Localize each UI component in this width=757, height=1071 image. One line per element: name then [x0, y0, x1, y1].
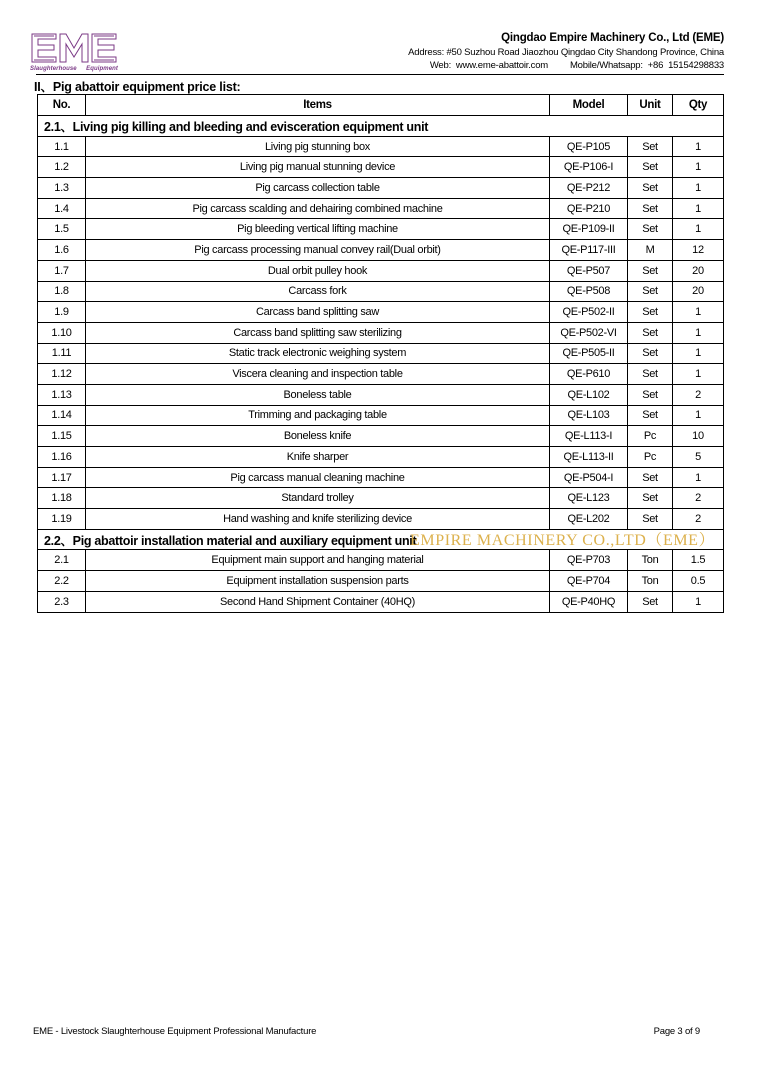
cell-no: 1.7 — [38, 260, 86, 281]
table-row — [38, 157, 724, 178]
cell-model: QE-P502-VI — [550, 322, 628, 343]
cell-model: QE-L113-II — [550, 447, 628, 468]
cell-no: 1.2 — [38, 157, 86, 178]
cell-item: Dual orbit pulley hook — [86, 260, 550, 281]
cell-item: Boneless knife — [86, 426, 550, 447]
cell-no: 1.8 — [38, 281, 86, 302]
cell-unit: Pc — [628, 426, 673, 447]
cell-qty: 2 — [673, 384, 724, 405]
company-contact — [430, 60, 724, 71]
table-row — [38, 591, 724, 612]
cell-qty: 1 — [673, 198, 724, 219]
cell-unit: Set — [628, 509, 673, 530]
cell-model: QE-L202 — [550, 509, 628, 530]
cell-model: QE-L103 — [550, 405, 628, 426]
company-mobile: Mobile/Whatsapp: +86 15154298833 — [569, 60, 724, 71]
cell-unit: Set — [628, 281, 673, 302]
table-row — [38, 550, 724, 571]
cell-unit: Set — [628, 219, 673, 240]
cell-item: Hand washing and knife sterilizing device — [86, 509, 550, 530]
table-row — [38, 260, 724, 281]
cell-item: Second Hand Shipment Container (40HQ) — [86, 591, 550, 612]
column-header-model: Model — [550, 95, 628, 116]
cell-no: 1.1 — [38, 136, 86, 157]
company-logo — [30, 30, 118, 76]
cell-qty: 1 — [673, 405, 724, 426]
cell-item: Carcass band splitting saw — [86, 302, 550, 323]
column-header-items: Items — [86, 95, 550, 116]
cell-unit: M — [628, 240, 673, 261]
table-row — [38, 136, 724, 157]
cell-unit: Set — [628, 178, 673, 199]
cell-item: Equipment installation suspension parts — [86, 571, 550, 592]
table-row — [38, 488, 724, 509]
header-divider — [36, 74, 724, 75]
group-title: 2.1、Living pig killing and bleeding and evisceration equipment unit — [38, 116, 724, 137]
cell-item: Knife sharper — [86, 447, 550, 468]
cell-unit: Set — [628, 198, 673, 219]
cell-item: Standard trolley — [86, 488, 550, 509]
cell-unit: Set — [628, 488, 673, 509]
cell-model: QE-P105 — [550, 136, 628, 157]
cell-model: QE-L113-I — [550, 426, 628, 447]
cell-model: QE-P117-III — [550, 240, 628, 261]
cell-no: 1.18 — [38, 488, 86, 509]
cell-unit: Pc — [628, 447, 673, 468]
cell-unit: Set — [628, 384, 673, 405]
cell-model: QE-L123 — [550, 488, 628, 509]
cell-unit: Set — [628, 405, 673, 426]
cell-no: 1.4 — [38, 198, 86, 219]
table-row — [38, 198, 724, 219]
cell-model: QE-P210 — [550, 198, 628, 219]
cell-qty: 1 — [673, 219, 724, 240]
cell-unit: Set — [628, 364, 673, 385]
table-row — [38, 219, 724, 240]
watermark: EMPIRE MACHINERY CO.,LTD（EME） — [410, 532, 716, 549]
cell-unit: Set — [628, 322, 673, 343]
cell-qty: 1 — [673, 157, 724, 178]
cell-qty: 20 — [673, 281, 724, 302]
cell-model: QE-P212 — [550, 178, 628, 199]
cell-model: QE-P504-I — [550, 467, 628, 488]
cell-no: 1.6 — [38, 240, 86, 261]
company-name: Qingdao Empire Machinery Co., Ltd (EME) — [501, 32, 724, 44]
cell-no: 1.10 — [38, 322, 86, 343]
cell-model: QE-P502-II — [550, 302, 628, 323]
logo-caption-left: Slaughterhouse — [30, 66, 77, 72]
cell-item: Trimming and packaging table — [86, 405, 550, 426]
cell-unit: Set — [628, 467, 673, 488]
cell-unit: Ton — [628, 571, 673, 592]
table-row — [38, 343, 724, 364]
cell-qty: 1 — [673, 364, 724, 385]
table-row — [38, 178, 724, 199]
cell-qty: 20 — [673, 260, 724, 281]
cell-no: 2.2 — [38, 571, 86, 592]
table-row — [38, 571, 724, 592]
table-row — [38, 467, 724, 488]
cell-no: 1.14 — [38, 405, 86, 426]
cell-qty: 1.5 — [673, 550, 724, 571]
table-row — [38, 384, 724, 405]
company-address: Address: #50 Suzhou Road Jiaozhou Qingdao City Shandong Province, China — [408, 47, 724, 58]
cell-unit: Set — [628, 260, 673, 281]
cell-unit: Set — [628, 343, 673, 364]
cell-qty: 1 — [673, 136, 724, 157]
cell-qty: 0.5 — [673, 571, 724, 592]
cell-unit: Set — [628, 591, 673, 612]
cell-unit: Set — [628, 157, 673, 178]
cell-no: 1.16 — [38, 447, 86, 468]
column-header-no: No. — [38, 95, 86, 116]
column-header-qty: Qty — [673, 95, 724, 116]
cell-item: Pig carcass scalding and dehairing combined machine — [86, 198, 550, 219]
cell-no: 1.17 — [38, 467, 86, 488]
cell-item: Living pig manual stunning device — [86, 157, 550, 178]
cell-qty: 1 — [673, 591, 724, 612]
cell-no: 1.3 — [38, 178, 86, 199]
eme-logo-icon — [30, 30, 118, 66]
cell-model: QE-P507 — [550, 260, 628, 281]
cell-no: 1.9 — [38, 302, 86, 323]
table-row — [38, 426, 724, 447]
cell-model: QE-P610 — [550, 364, 628, 385]
cell-item: Pig carcass processing manual convey rail(Dual orbit) — [86, 240, 550, 261]
cell-no: 1.12 — [38, 364, 86, 385]
cell-no: 1.11 — [38, 343, 86, 364]
table-row — [38, 364, 724, 385]
page-number: Page 3 of 9 — [653, 1026, 700, 1037]
cell-no: 2.3 — [38, 591, 86, 612]
cell-model: QE-P508 — [550, 281, 628, 302]
table-row — [38, 322, 724, 343]
table-row — [38, 405, 724, 426]
logo-caption-right: Equipment — [86, 66, 118, 72]
cell-qty: 2 — [673, 509, 724, 530]
cell-unit: Set — [628, 136, 673, 157]
column-header-unit: Unit — [628, 95, 673, 116]
cell-qty: 1 — [673, 302, 724, 323]
cell-model: QE-P40HQ — [550, 591, 628, 612]
cell-qty: 5 — [673, 447, 724, 468]
cell-qty: 1 — [673, 343, 724, 364]
cell-item: Pig bleeding vertical lifting machine — [86, 219, 550, 240]
cell-qty: 2 — [673, 488, 724, 509]
cell-qty: 1 — [673, 467, 724, 488]
group-title: 2.2、Pig abattoir installation material and auxiliary equipment unit — [38, 529, 724, 550]
cell-item: Pig carcass collection table — [86, 178, 550, 199]
cell-qty: 10 — [673, 426, 724, 447]
cell-item: Equipment main support and hanging material — [86, 550, 550, 571]
cell-model: QE-P704 — [550, 571, 628, 592]
cell-no: 2.1 — [38, 550, 86, 571]
cell-model: QE-P505-II — [550, 343, 628, 364]
table-row — [38, 302, 724, 323]
logo-caption — [30, 65, 118, 74]
cell-no: 1.13 — [38, 384, 86, 405]
section-title: II、Pig abattoir equipment price list: — [34, 80, 241, 94]
cell-model: QE-L102 — [550, 384, 628, 405]
table-row — [38, 447, 724, 468]
cell-item: Static track electronic weighing system — [86, 343, 550, 364]
company-web: Web: www.eme-abattoir.com — [429, 60, 548, 71]
cell-item: Carcass fork — [86, 281, 550, 302]
cell-item: Boneless table — [86, 384, 550, 405]
footer-tagline: EME - Livestock Slaughterhouse Equipment Professional Manufacture — [33, 1026, 317, 1037]
table-row — [38, 281, 724, 302]
cell-no: 1.15 — [38, 426, 86, 447]
cell-no: 1.19 — [38, 509, 86, 530]
cell-unit: Set — [628, 302, 673, 323]
table-row — [38, 240, 724, 261]
cell-item: Pig carcass manual cleaning machine — [86, 467, 550, 488]
cell-model: QE-P109-II — [550, 219, 628, 240]
cell-model: QE-P106-I — [550, 157, 628, 178]
cell-item: Carcass band splitting saw sterilizing — [86, 322, 550, 343]
cell-qty: 1 — [673, 178, 724, 199]
cell-qty: 1 — [673, 322, 724, 343]
cell-model: QE-P703 — [550, 550, 628, 571]
cell-qty: 12 — [673, 240, 724, 261]
table-header-row — [38, 95, 724, 116]
cell-unit: Ton — [628, 550, 673, 571]
cell-item: Living pig stunning box — [86, 136, 550, 157]
group-header-row — [38, 116, 724, 137]
cell-no: 1.5 — [38, 219, 86, 240]
cell-item: Viscera cleaning and inspection table — [86, 364, 550, 385]
